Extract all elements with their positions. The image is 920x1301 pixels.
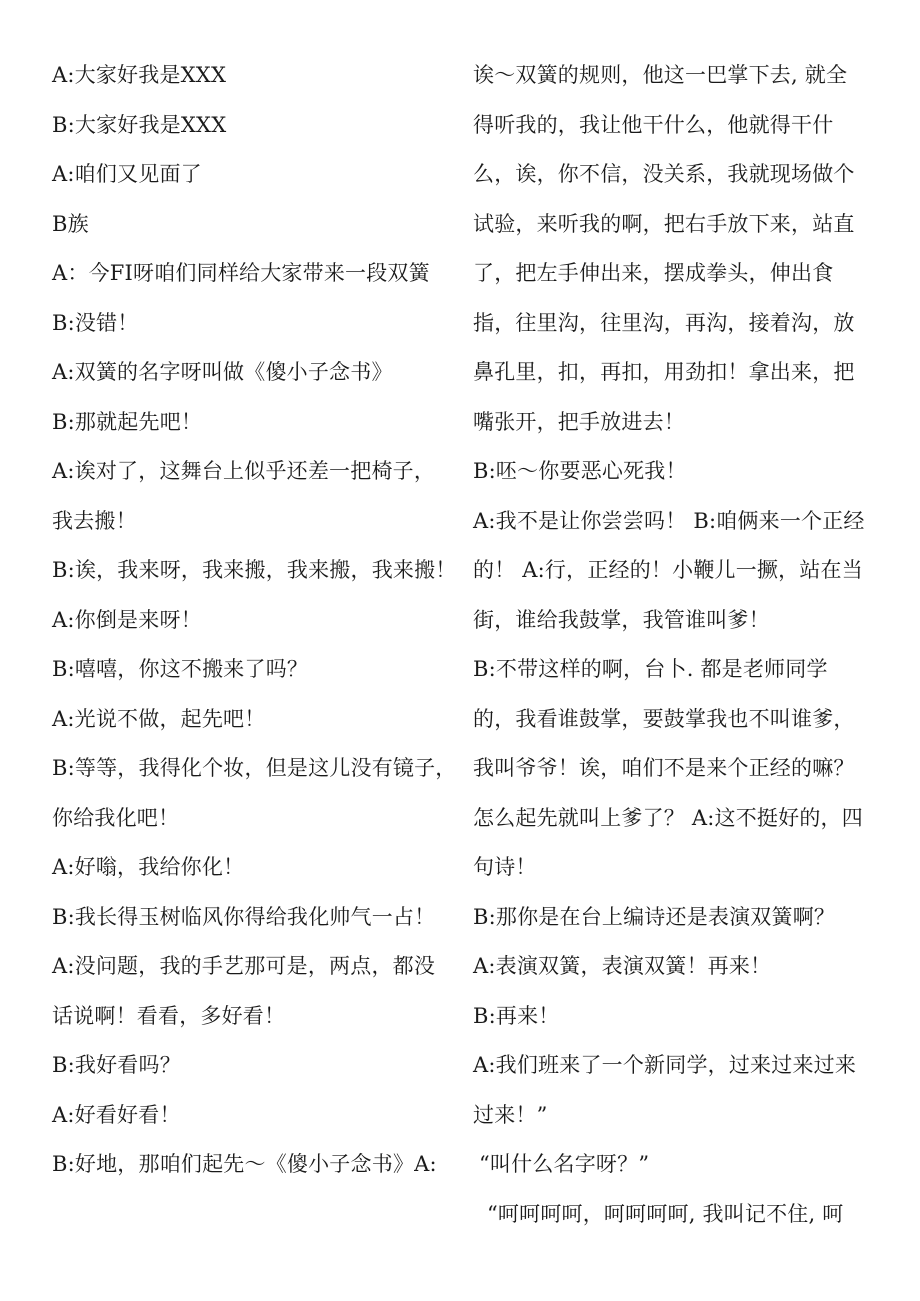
text-line: 我去搬！ bbox=[52, 508, 137, 533]
text-line: B:等等，我得化个妆，但是这儿没有镜子， bbox=[52, 756, 457, 780]
text-line: B:我长得玉树临风你得给我化帅气一占！ bbox=[52, 904, 436, 929]
text-line: 过来！” bbox=[473, 1102, 548, 1127]
right-column bbox=[473, 54, 868, 1242]
text-line: A:好看好看！ bbox=[52, 1102, 181, 1127]
text-line: A:表演双簧，表演双簧！再来！ bbox=[473, 954, 772, 978]
text-line: 了，把左手伸出来，摆成拳头，伸出食 bbox=[473, 261, 834, 285]
text-line: A:没问题，我的手艺那可是，两点，都没 bbox=[52, 954, 436, 978]
text-line: A:好嗡，我给你化！ bbox=[52, 855, 245, 879]
text-line: “叫什么名字呀？” bbox=[479, 1152, 650, 1176]
text-line: 得听我的，我让他干什么，他就得干什 bbox=[473, 112, 834, 137]
text-line: A：今FI呀咱们同样给大家带来一段双簧 bbox=[52, 261, 430, 285]
text-line: 么，诶，你不信，没关系，我就现场做个 bbox=[473, 162, 855, 186]
text-line: 句诗！ bbox=[473, 855, 537, 879]
text-line: 鼻孔里，扣，再扣，用劲扣！拿出来，把 bbox=[473, 360, 855, 384]
text-line: B:大家好我是XXX bbox=[52, 112, 227, 137]
text-line: B:那你是在台上编诗还是表演双簧啊？ bbox=[473, 904, 836, 929]
text-line: B:好地，那咱们起先～《傻小子念书》A: bbox=[52, 1152, 437, 1176]
text-line: 指，往里沟，往里沟，再沟，接着沟，放 bbox=[473, 310, 855, 335]
text-line: 诶～双簧的规则，他这一巴掌下去, 就全 bbox=[473, 63, 848, 87]
text-line: 的！ A:行，正经的！小鞭儿一撅，站在当 bbox=[473, 558, 863, 582]
text-line: 街，谁给我鼓掌，我管谁叫爹！ bbox=[473, 607, 770, 632]
text-line: A:双簧的名字呀叫做《傻小子念书》 bbox=[52, 360, 393, 384]
text-line: 的，我看谁鼓掌，要鼓掌我也不叫谁爹， bbox=[473, 706, 855, 731]
text-line: B族 bbox=[52, 211, 89, 236]
text-line: “呵呵呵呵，呵呵呵呵, 我叫记不住, 呵 bbox=[487, 1201, 844, 1226]
left-column bbox=[52, 54, 457, 1193]
text-line: B:我好看吗？ bbox=[52, 1053, 181, 1077]
text-line: B:再来！ bbox=[473, 1003, 560, 1028]
text-line: B:诶，我来呀，我来搬，我来搬，我来搬！ bbox=[52, 558, 457, 582]
text-line: 我叫爷爷！诶，咱们不是来个正经的嘛？ bbox=[473, 756, 855, 780]
text-line: A:你倒是来呀！ bbox=[52, 607, 202, 632]
text-line: B:没错！ bbox=[52, 310, 139, 335]
text-line: 你给我化吧！ bbox=[52, 805, 180, 830]
text-line: 试验，来听我的啊，把右手放下来，站直 bbox=[473, 211, 855, 236]
text-line: B:嘻嘻，你这不搬来了吗？ bbox=[52, 657, 309, 681]
text-line: 话说啊！看看，多好看！ bbox=[52, 1003, 286, 1028]
text-line: A:诶对了，这舞台上似乎还差一把椅子， bbox=[52, 459, 436, 483]
text-line: A:光说不做，起先吧！ bbox=[52, 706, 266, 731]
text-line: 怎么起先就叫上爹了？ A:这不挺好的，四 bbox=[473, 805, 863, 830]
text-line: B:那就起先吧！ bbox=[52, 409, 203, 434]
text-line: A:大家好我是XXX bbox=[52, 63, 227, 87]
text-line: A:我不是让你尝尝吗！ B:咱俩来一个正经 bbox=[473, 508, 865, 533]
text-line: 嘴张开，把手放进去！ bbox=[473, 409, 685, 434]
text-line: A:咱们又见面了 bbox=[52, 162, 202, 186]
text-line: B:不带这样的啊，台卜. 都是老师同学 bbox=[473, 657, 828, 681]
text-line: B:呸～你要恶心死我！ bbox=[473, 459, 687, 483]
text-line: A:我们班来了一个新同学，过来过来过来 bbox=[473, 1053, 857, 1077]
